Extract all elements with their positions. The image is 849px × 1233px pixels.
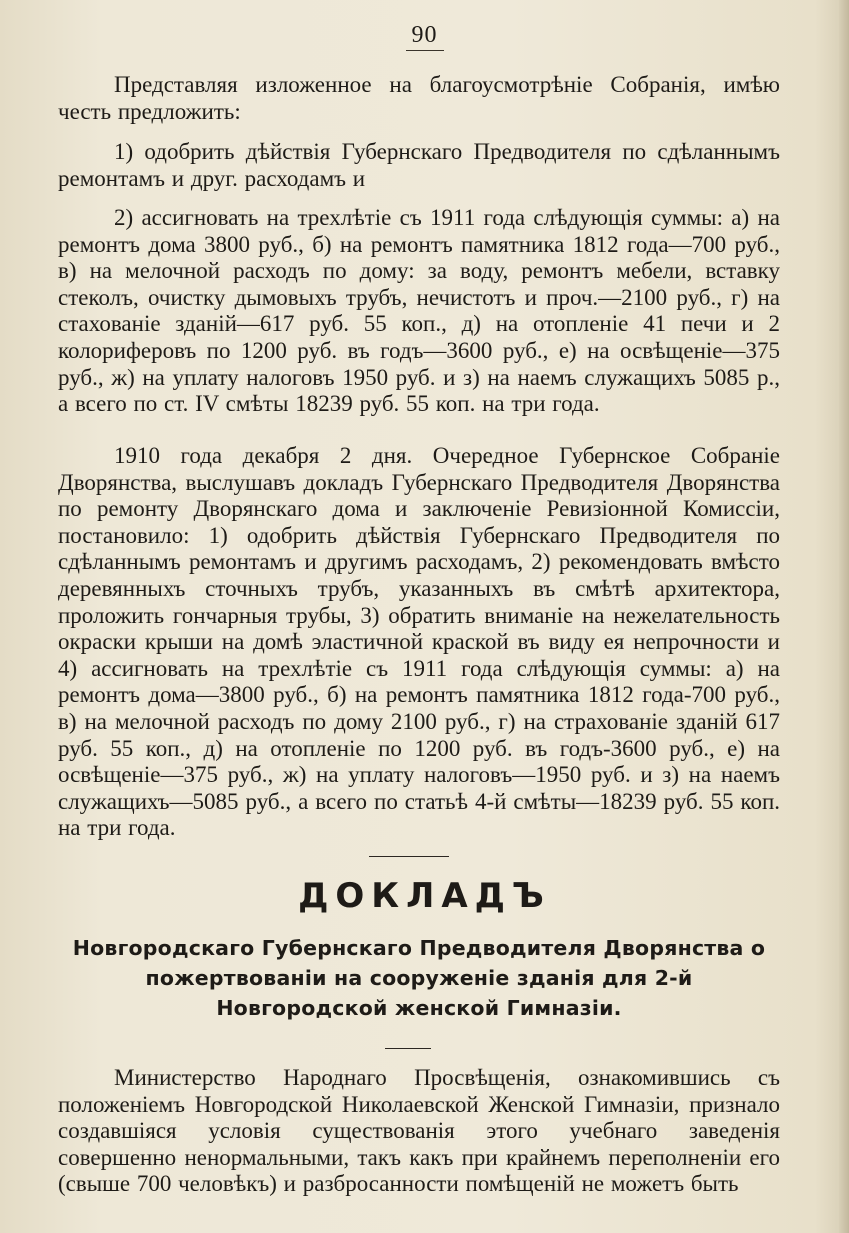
- report-title: ДОКЛАДЪ: [298, 876, 551, 916]
- paragraph-proposal-item-1: 1) одобрить дѣйствія Губернскаго Предводителя по сдѣланнымъ ремонтамъ и друг. расходамъ и: [58, 139, 780, 191]
- page-number: [0, 22, 849, 51]
- page-edge-shadow: [839, 0, 849, 1233]
- paragraph-resolution: 1910 года декабря 2 дня. Очередное Губернское Собраніе Дворянства, выслушавъ докладъ Губернскаго Предводителя Дворянства по ремонту Дворянскаго дома и заключеніе Ревизіонной Комиссіи, постановило: 1) одобрить дѣйствія Губернскаго Предводителя по сдѣланнымъ ремонтамъ и другимъ расходамъ, 2) рекомендовать вмѣсто деревянныхъ сточныхъ трубъ, указанныхъ въ смѣтѣ архитектора, проложить гончарныя трубы, 3) обратить вниманіе на нежелательность окраски крыши на домѣ эластичной краской въ виду ея непрочности и 4) ассигновать на трехлѣтіе съ 1911 года слѣдующія суммы: а) на ремонтъ дома—3800 руб., б) на ремонтъ памятника 1812 года-700 руб., в) на мелочной расходъ по дому 2100 руб., г) на страхованіе зданій 617 руб. 55 коп., д) на отопленіе по 1200 руб. въ годъ-3600 руб., е) на освѣщеніе—375 руб., ж) на уплату налоговъ—1950 руб. и з) на наемъ служащихъ—5085 руб., а всего по статьѣ 4-й смѣты—18239 руб. 55 коп. на три года.: [58, 443, 780, 841]
- heading-divider: [385, 1048, 431, 1049]
- paragraph-report-body: Министерство Народнаго Просвѣщенія, ознакомившись съ положеніемъ Новгородской Николаевской Женской Гимназіи, признало создавшіяся условія существованія этого учебнаго заведенія совершенно ненормальными, такъ какъ при крайнемъ переполненіи его (свыше 700 человѣкъ) и разбросанности помѣщеній не можетъ быть: [58, 1065, 780, 1197]
- page-number-text: 90: [406, 22, 444, 51]
- paragraph-proposal-item-2: 2) ассигновать на трехлѣтіе съ 1911 года слѣдующія суммы: а) на ремонтъ дома 3800 руб., б) на ремонтъ памятника 1812 года—700 руб., в) на мелочной расходъ по дому: за воду, ремонтъ мебели, вставку стеколъ, очистку дымовыхъ трубъ, нечистотъ и проч.—2100 руб., г) на стахованіе зданій—617 руб. 55 коп., д) на отопленіе 41 печи и 2 колориферовъ по 1200 руб. въ годъ—3600 руб., е) на освѣщеніе—375 руб., ж) на уплату налоговъ 1950 руб. и з) на наемъ служащихъ 5085 р., а всего по ст. IV смѣты 18239 руб. 55 коп. на три года.: [58, 205, 780, 417]
- section-divider: [369, 856, 449, 857]
- report-subtitle: Новгородскаго Губернскаго Предводителя Дворянства о пожертвованіи на сооруженіе зданія для 2-й Новгородской женской Гимназіи.: [72, 936, 766, 1020]
- paragraph-proposal-intro: Представляя изложенное на благоусмотрѣніе Собранія, имѣю честь предложить:: [58, 72, 780, 124]
